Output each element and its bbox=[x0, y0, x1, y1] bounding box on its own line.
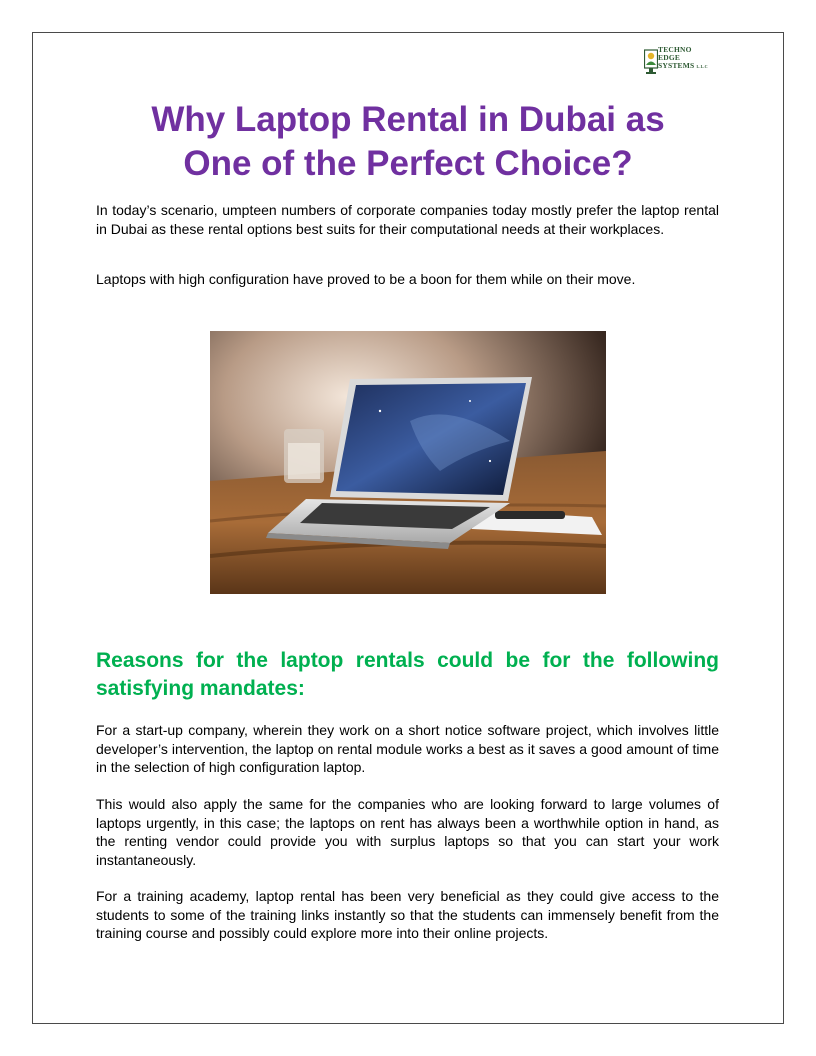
section-paragraph: For a start-up company, wherein they work on a short notice software project, which involves little developer’s intervention, the laptop on rental module works a best as it saves a good amount of time in the selection of high configuration laptop. bbox=[96, 722, 719, 775]
logo-line-3 bbox=[658, 62, 708, 71]
intro-section-2 bbox=[96, 270, 719, 289]
section-paragraph-2 bbox=[96, 795, 719, 869]
intro-paragraph: In today’s scenario, umpteen numbers of corporate companies today mostly prefer the laptop rental in Dubai as these rental options best suits for their computational needs at their workplaces. bbox=[96, 202, 719, 237]
company-logo bbox=[644, 46, 720, 78]
logo-wordmark bbox=[658, 46, 708, 71]
title-line-2: One of the Perfect Choice? bbox=[183, 144, 633, 183]
section-paragraph-1 bbox=[96, 721, 719, 777]
logo-line-1: TECHNO bbox=[658, 45, 692, 54]
page-title bbox=[96, 98, 720, 186]
logo-monitor-icon bbox=[644, 46, 658, 78]
intro-paragraph: Laptops with high configuration have proved to be a boon for them while on their move. bbox=[96, 271, 636, 287]
section-paragraph: This would also apply the same for the companies who are looking forward to large volumes of laptops urgently, in this case; the laptops on rent has always been a worthwhile option in hand, as the renting vendor could provide you with surplus laptops so that you can start your work instantaneously. bbox=[96, 796, 719, 868]
logo-suffix: L.L.C bbox=[696, 64, 708, 69]
intro-section bbox=[96, 201, 719, 238]
section-heading: Reasons for the laptop rentals could be for the following satisfying mandates: bbox=[96, 649, 719, 700]
logo-line-3-text: SYSTEMS bbox=[658, 61, 695, 70]
logo-line-2: EDGE bbox=[658, 53, 681, 62]
section-paragraph-3 bbox=[96, 887, 719, 943]
title-line-1: Why Laptop Rental in Dubai as bbox=[151, 100, 665, 139]
section-paragraph: For a training academy, laptop rental has been very beneficial as they could give access to the students to some of the training links instantly so that the students can immensely benefit from the training course and possibly could explore more into their online projects. bbox=[96, 888, 719, 941]
laptop-photo bbox=[210, 331, 606, 594]
